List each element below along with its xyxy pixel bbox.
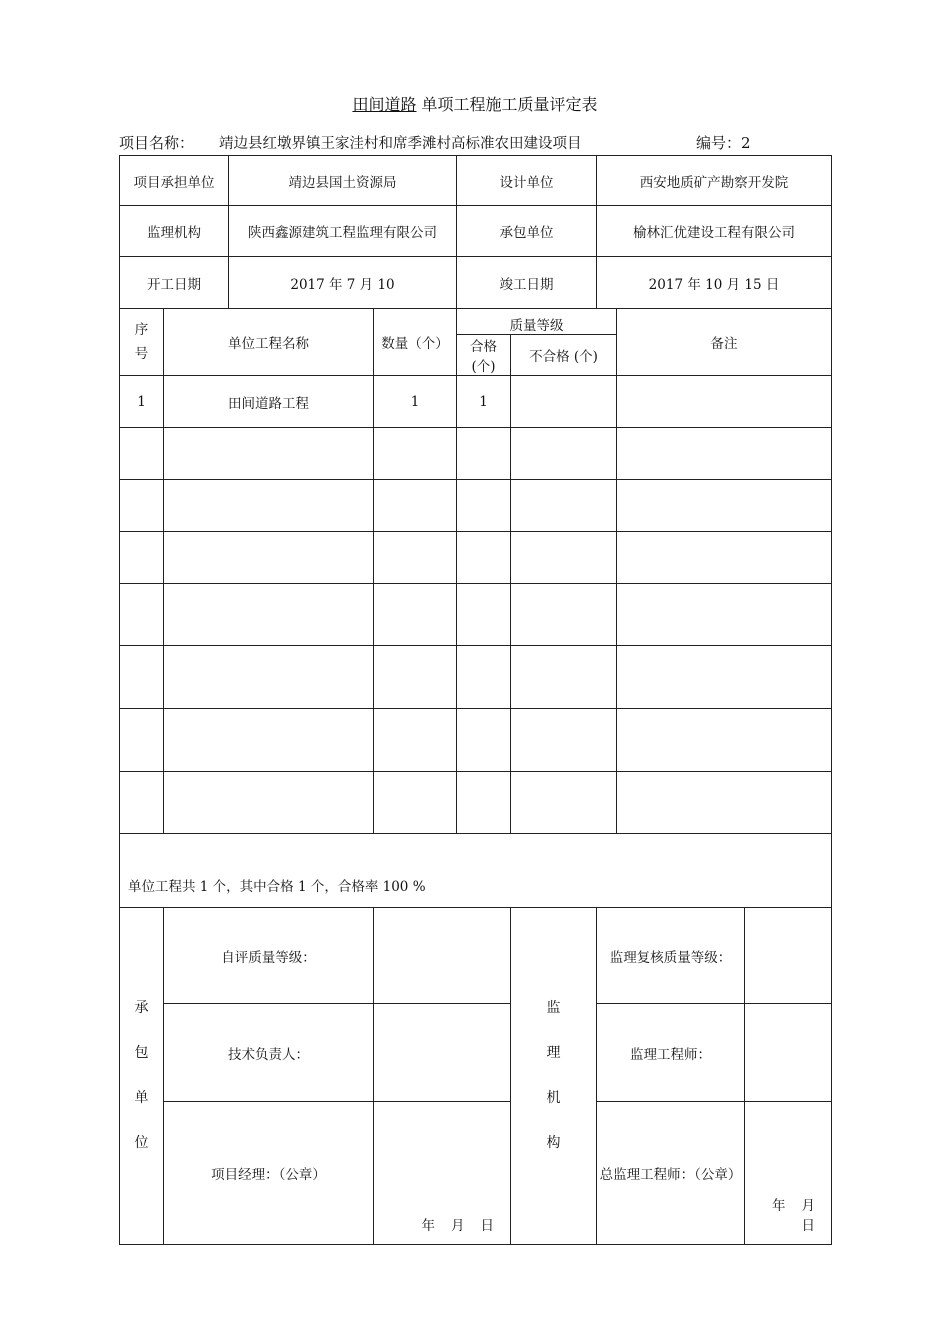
evaluation-table	[119, 155, 832, 1245]
title-text: 单项工程施工质量评定表	[421, 95, 598, 114]
sup-engineer-label: 监理工程师：	[597, 1004, 745, 1102]
month-label: 月	[451, 1218, 465, 1234]
self-grade-value[interactable]	[374, 908, 511, 1004]
table-row	[120, 709, 832, 772]
sup-engineer-value[interactable]	[745, 1004, 832, 1102]
fail-header: 不合格 (个)	[511, 335, 617, 376]
chief-label: 总监理工程师：（公章）	[597, 1102, 745, 1245]
table-row	[120, 646, 832, 709]
row-count: 1	[374, 376, 457, 428]
design-unit-label: 设计单位	[457, 156, 597, 206]
end-date-label: 竣工日期	[457, 257, 597, 309]
supervisor-vertical-label: 监 理 机 构	[511, 908, 597, 1245]
table-row	[120, 532, 832, 584]
unit-name-header: 单位工程名称	[164, 309, 374, 376]
day-label: 日	[801, 1218, 816, 1234]
project-name: 靖边县红墩界镇王家洼村和席季滩村高标准农田建设项目	[219, 136, 582, 152]
page-title	[0, 92, 950, 115]
table-row	[120, 772, 832, 834]
year-label: 年	[772, 1198, 786, 1214]
code-field	[696, 132, 751, 153]
pass-header: 合格 (个)	[457, 335, 511, 376]
row-name: 田间道路工程	[164, 376, 374, 428]
code-value: 2	[741, 134, 751, 152]
tech-lead-label: 技术负责人：	[164, 1004, 374, 1102]
end-date-value: 2017 年 10 月 15 日	[597, 257, 832, 309]
table-row	[120, 480, 832, 532]
contractor-label: 承包单位	[457, 206, 597, 257]
sup-grade-label: 监理复核质量等级：	[597, 908, 745, 1004]
design-unit-value: 西安地质矿产勘察开发院	[597, 156, 832, 206]
seq-header: 序 号	[120, 309, 164, 376]
table-row	[120, 376, 832, 428]
table-row	[120, 428, 832, 480]
undertaking-unit-label: 项目承担单位	[120, 156, 229, 206]
project-name-label: 项目名称：	[119, 134, 195, 152]
supervisor-date[interactable]	[745, 1102, 832, 1245]
grade-header: 质量等级	[457, 309, 617, 335]
contractor-vertical-label: 承 包 单 位	[120, 908, 164, 1245]
day-label: 日	[480, 1218, 495, 1234]
row-seq: 1	[120, 376, 164, 428]
contractor-value: 榆林汇优建设工程有限公司	[597, 206, 832, 257]
code-label: 编号：	[696, 134, 742, 152]
pm-label: 项目经理：（公章）	[164, 1102, 374, 1245]
contractor-date[interactable]	[374, 1102, 511, 1245]
start-date-value: 2017 年 7 月 10	[229, 257, 457, 309]
meta-line	[119, 132, 831, 154]
self-grade-label: 自评质量等级：	[164, 908, 374, 1004]
undertaking-unit-value: 靖边县国土资源局	[229, 156, 457, 206]
sup-grade-value[interactable]	[745, 908, 832, 1004]
remark-header: 备注	[617, 309, 832, 376]
supervision-label: 监理机构	[120, 206, 229, 257]
table-row	[120, 584, 832, 646]
supervision-value: 陕西鑫源建筑工程监理有限公司	[229, 206, 457, 257]
tech-lead-value[interactable]	[374, 1004, 511, 1102]
row-fail	[511, 376, 617, 428]
row-remark	[617, 376, 832, 428]
month-label: 月	[801, 1198, 816, 1214]
start-date-label: 开工日期	[120, 257, 229, 309]
row-pass: 1	[457, 376, 511, 428]
title-project-type: 田间道路	[352, 95, 417, 114]
count-header: 数量（个）	[374, 309, 457, 376]
summary-line: 单位工程共 1 个，其中合格 1 个，合格率 100 %	[120, 834, 832, 908]
year-label: 年	[421, 1218, 436, 1234]
